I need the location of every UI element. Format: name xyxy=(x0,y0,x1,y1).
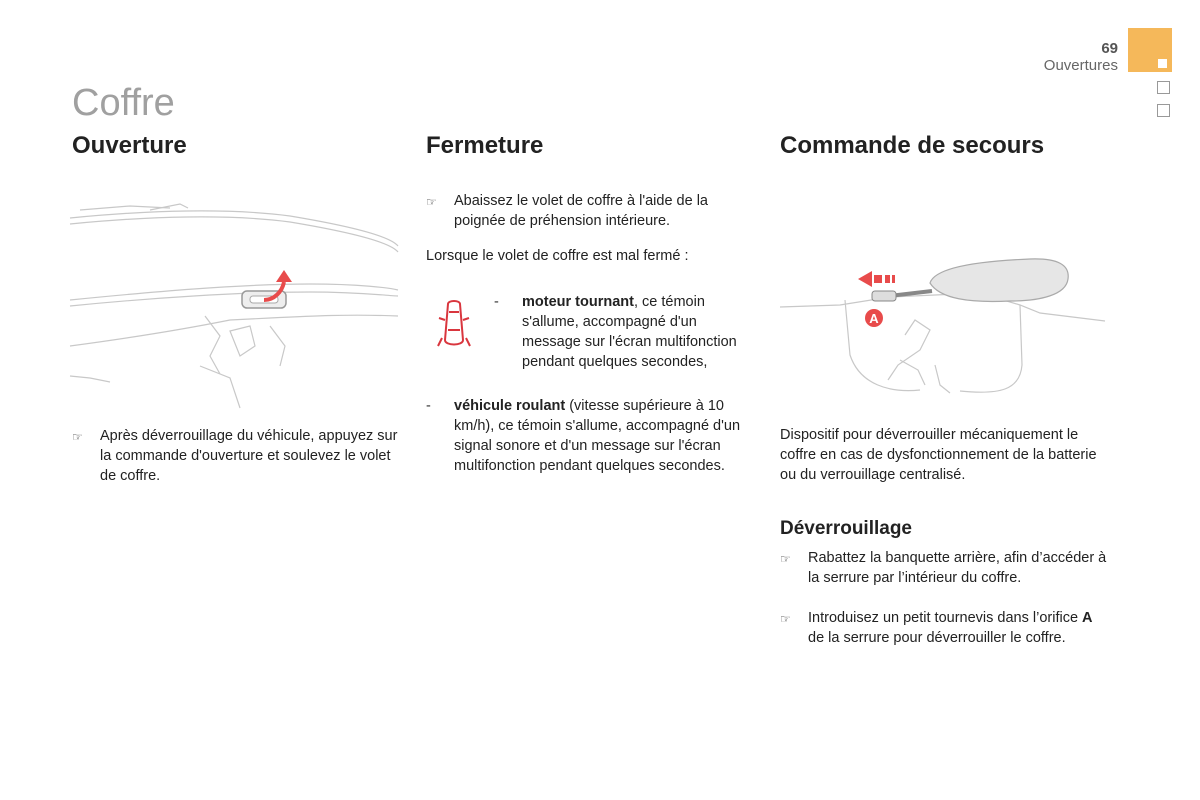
deverrouillage-bullet-1 xyxy=(780,548,1110,588)
fermeture-item-roulant: - véhicule roulant (vitesse supérieure à 10 km/h), ce témoin s'allume, accompagné d'un signal sonore et d'un message sur l'écran multifonction pendant quelques secondes. xyxy=(426,398,741,474)
secours-description: Dispositif pour déverrouiller mécaniquement le coffre en cas de dysfonctionnement de la batterie ou du verrouillage centralisé. xyxy=(780,427,1097,483)
hand-pointer-icon: ☞ xyxy=(426,195,437,209)
page-number: 69 xyxy=(1101,40,1118,57)
fermeture-item-moteur: - moteur tournant, ce témoin s'allume, accompagné d'un message sur l'écran multifonction pendant quelques secondes, xyxy=(494,294,737,370)
deverrouillage-bullet-1-text: Rabattez la banquette arrière, afin d’accéder à la serrure par l’intérieur du coffre. xyxy=(808,550,1107,586)
roulant-text: (vitesse supérieure à 10 km/h), ce témoin s'allume, accompagné d'un signal sonore et d'un message sur l'écran multifonction pendant quelques secondes. xyxy=(454,398,741,474)
moteur-text: , ce témoin s'allume, accompagné d'un message sur l'écran multifonction pendant quelques secondes, xyxy=(522,294,737,370)
emergency-release-illustration xyxy=(780,245,1110,405)
bullet-2-orifice-label: A xyxy=(1082,610,1093,626)
deverrouillage-bullet-2 xyxy=(780,608,1110,648)
roulant-label: véhicule roulant xyxy=(454,398,566,414)
heading-ouverture: Ouverture xyxy=(72,132,187,159)
moteur-label: moteur tournant xyxy=(522,294,634,310)
heading-commande-secours: Commande de secours xyxy=(780,132,1045,159)
ouverture-bullet-text: Après déverrouillage du véhicule, appuyez sur la commande d'ouverture et soulevez le volet de coffre. xyxy=(100,428,398,484)
tailgate-opening-illustration xyxy=(70,196,400,411)
label-a: A xyxy=(869,311,879,326)
hand-pointer-icon: ☞ xyxy=(780,552,791,566)
bullet-2-pre: Introduisez un petit tournevis dans l’orifice xyxy=(808,610,1083,626)
hand-pointer-icon: ☞ xyxy=(780,612,791,626)
bullet-2-post: de la serrure pour déverrouiller le coffre. xyxy=(808,630,1066,646)
hand-pointer-icon: ☞ xyxy=(72,430,83,444)
fermeture-bullet xyxy=(426,191,741,231)
section-box-2 xyxy=(1157,104,1170,117)
open-boot-warning-icon xyxy=(436,298,472,350)
fermeture-intro: Lorsque le volet de coffre est mal fermé : xyxy=(426,248,689,264)
section-tab-marker xyxy=(1158,59,1167,68)
section-box-1 xyxy=(1157,81,1170,94)
heading-fermeture: Fermeture xyxy=(426,132,544,159)
fermeture-bullet-text: Abaissez le volet de coffre à l'aide de la poignée de préhension intérieure. xyxy=(454,193,708,229)
section-title: Ouvertures xyxy=(1043,57,1118,74)
heading-deverrouillage: Déverrouillage xyxy=(780,518,912,539)
page-title: Coffre xyxy=(72,82,175,124)
ouverture-bullet xyxy=(72,426,402,486)
